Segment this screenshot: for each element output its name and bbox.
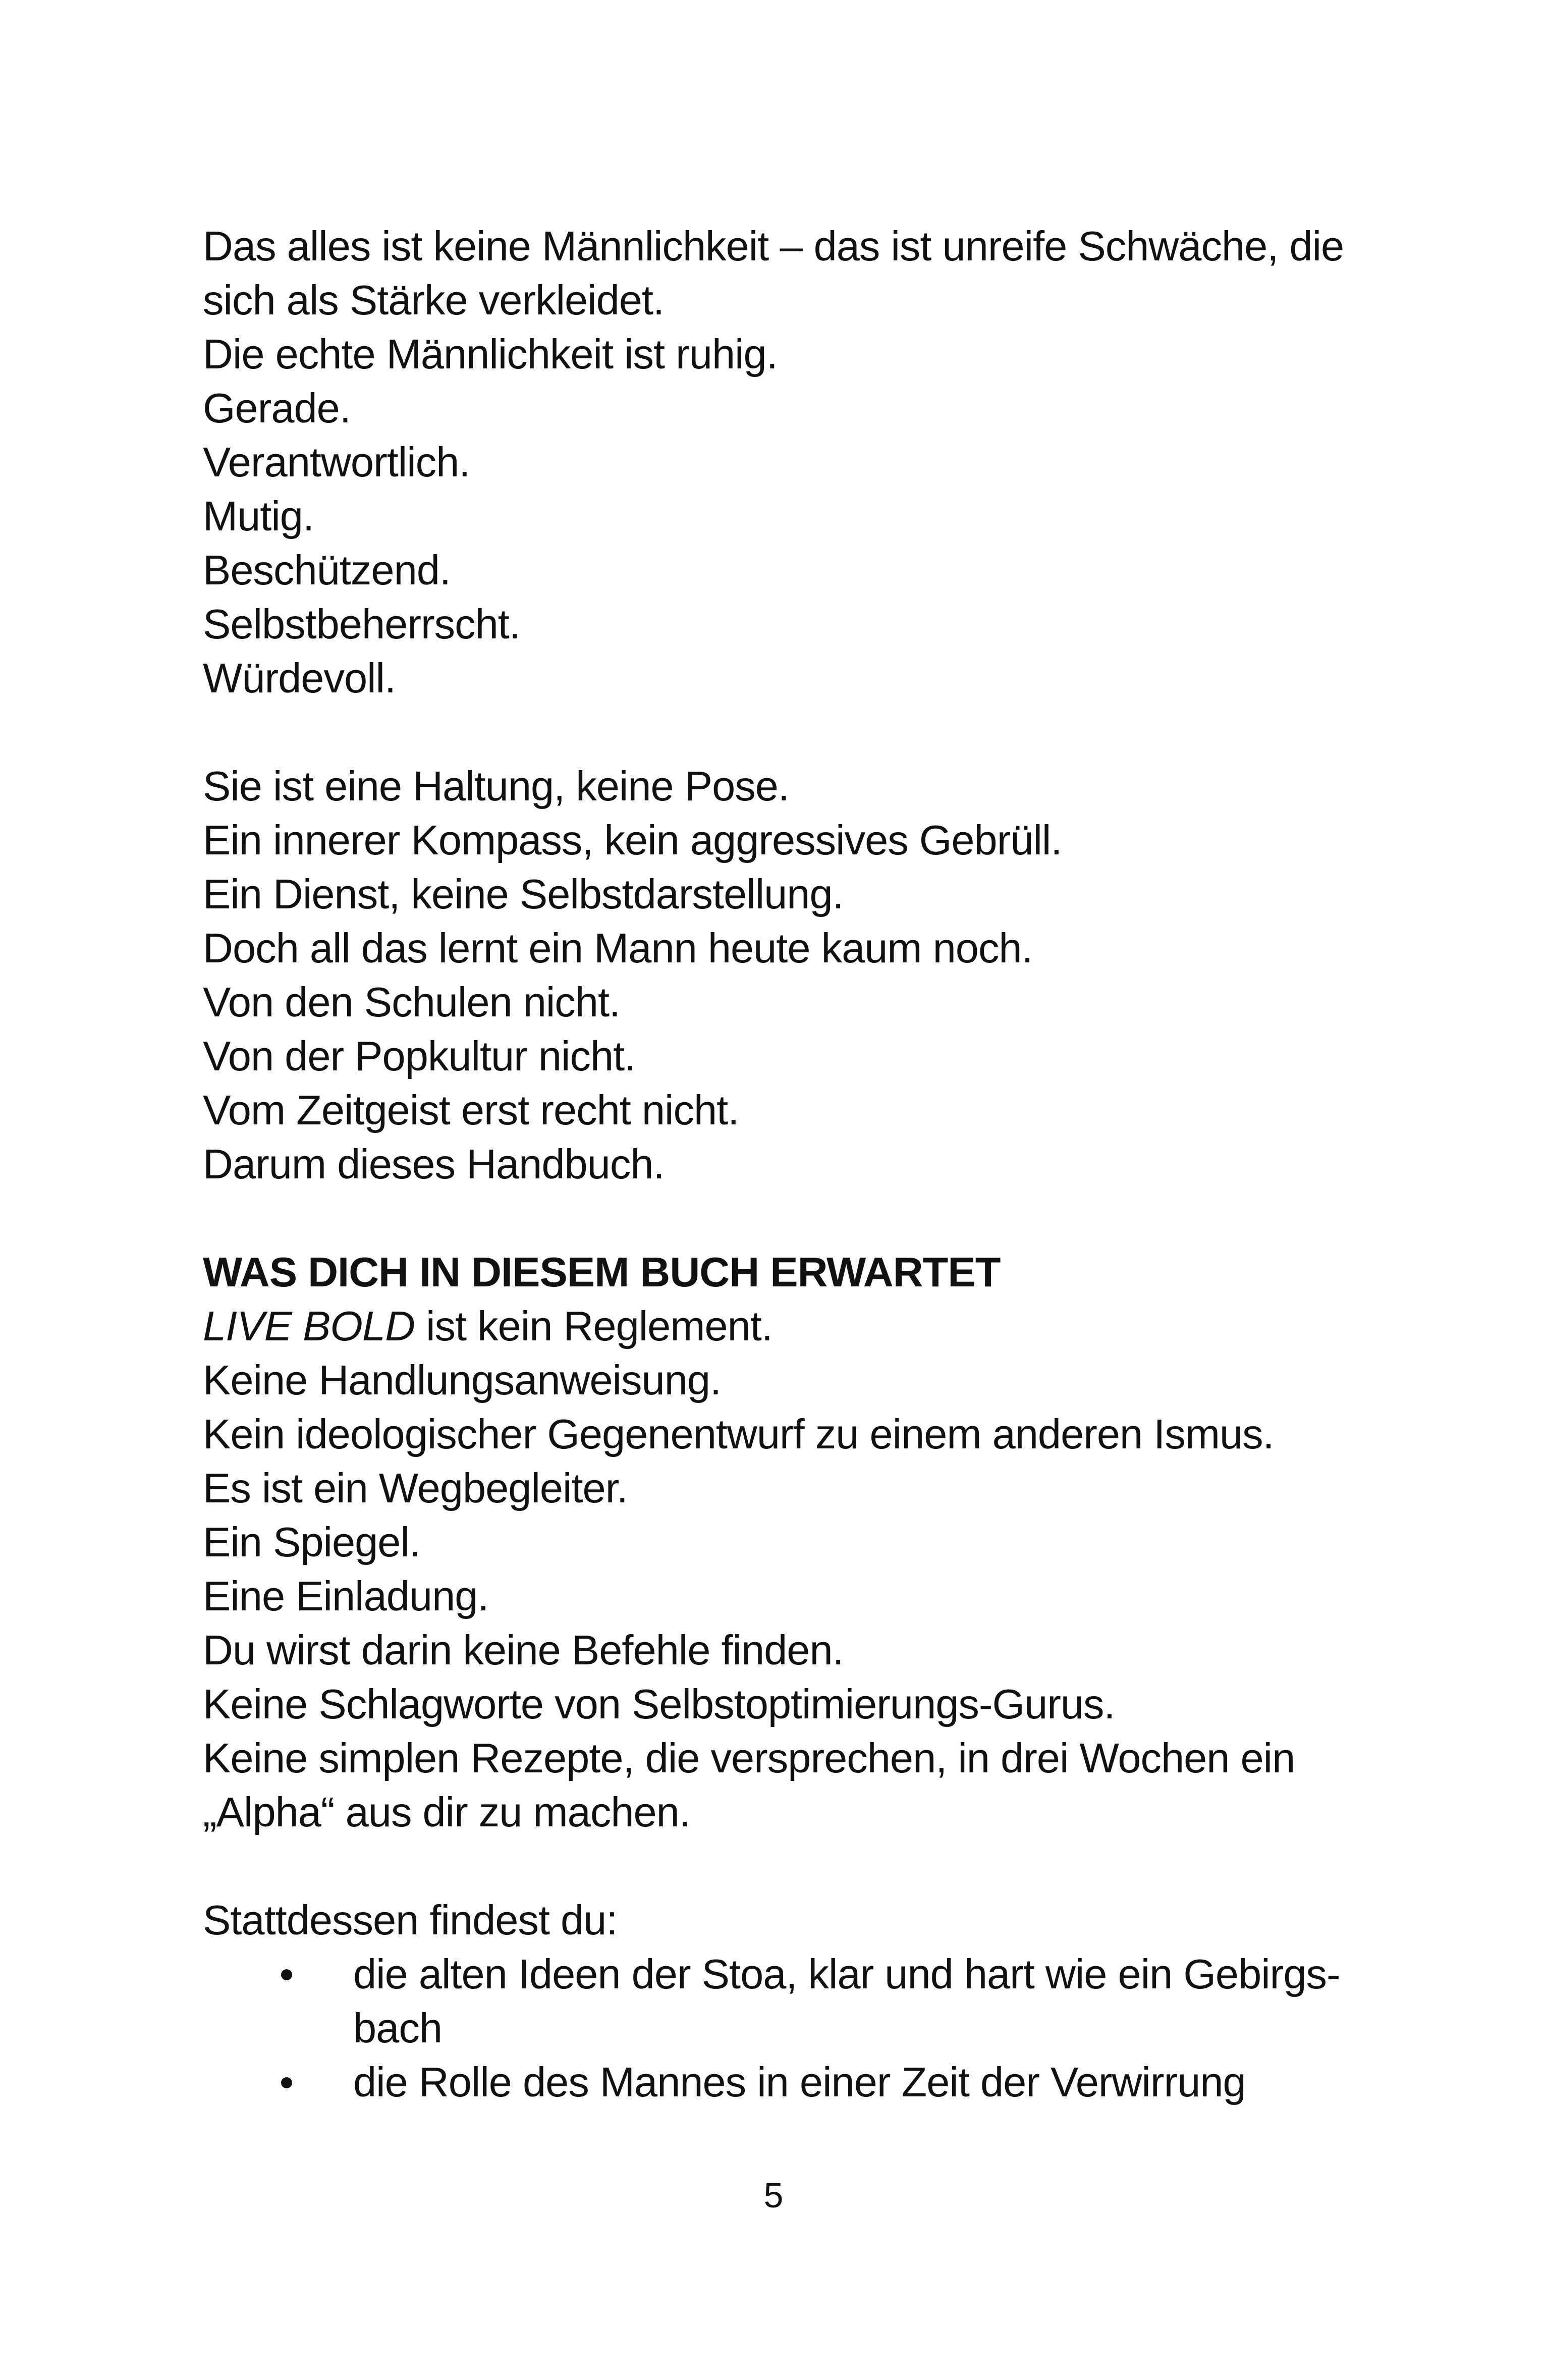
text-line: Ein innerer Kompass, kein aggressives Gebrüll. xyxy=(203,817,1062,863)
text-line: Vom Zeitgeist erst recht nicht. xyxy=(203,1087,739,1133)
text-line: Keine Schlagworte von Selbstoptimierungs-Gurus. xyxy=(203,1681,1115,1727)
text-line: Keine Handlungsanweisung. xyxy=(203,1357,722,1403)
bullet-icon xyxy=(281,1969,292,1980)
text-line xyxy=(203,1299,1363,1353)
text-line: Doch all das lernt ein Mann heute kaum noch. xyxy=(203,925,1033,971)
list-item-text: die alten Ideen der Stoa, klar und hart wie ein Gebirgs- xyxy=(353,1951,1340,1997)
text-line: Darum dieses Handbuch. xyxy=(203,1141,665,1187)
text-line: Ein Dienst, keine Selbstdarstellung. xyxy=(203,871,844,917)
section-instead xyxy=(203,1893,1363,2109)
paragraph-spacer xyxy=(203,1839,1363,1893)
text-line: Von den Schulen nicht. xyxy=(203,979,621,1025)
text-line: Selbstbeherrscht. xyxy=(203,601,520,647)
text-line: Keine simplen Rezepte, die versprechen, in drei Wochen ein xyxy=(203,1735,1295,1781)
paragraph-spacer xyxy=(203,1191,1363,1245)
text-line: Mutig. xyxy=(203,493,314,539)
text-line: Sie ist eine Haltung, keine Pose. xyxy=(203,763,789,809)
text-line: Beschützend. xyxy=(203,547,451,593)
text-line: „Alpha“ aus dir zu machen. xyxy=(203,1789,690,1835)
list-intro: Stattdessen findest du: xyxy=(203,1897,618,1943)
text-line: Die echte Männlichkeit ist ruhig. xyxy=(203,331,778,377)
text-line: Von der Popkultur nicht. xyxy=(203,1033,636,1079)
text-line: Kein ideologischer Gegenentwurf zu einem anderen Ismus. xyxy=(203,1411,1274,1457)
text-line: Würdevoll. xyxy=(203,655,396,701)
text-line: Du wirst darin keine Befehle finden. xyxy=(203,1627,844,1673)
list-item-text: bach xyxy=(353,2005,442,2051)
section-heading: WAS DICH IN DIESEM BUCH ERWARTET xyxy=(203,1249,1001,1295)
page-body xyxy=(203,219,1363,2109)
list-item xyxy=(203,2055,1363,2109)
text-fragment: ist kein Reglement. xyxy=(415,1303,772,1349)
paragraph-masculinity xyxy=(203,219,1363,705)
paragraph-attitude xyxy=(203,759,1363,1191)
page-number: 5 xyxy=(763,2176,784,2215)
text-line: Ein Spiegel. xyxy=(203,1519,420,1565)
text-line: Gerade. xyxy=(203,385,351,431)
list-item xyxy=(203,1947,1363,2055)
text-line: Verantwortlich. xyxy=(203,439,470,485)
bullet-icon xyxy=(281,2077,292,2088)
section-what-to-expect xyxy=(203,1245,1363,1839)
text-line: Das alles ist keine Männlichkeit – das ist unreife Schwäche, die xyxy=(203,223,1344,269)
paragraph-spacer xyxy=(203,705,1363,759)
text-line: Eine Einladung. xyxy=(203,1573,489,1619)
list-item-text: die Rolle des Mannes in einer Zeit der Verwirrung xyxy=(353,2059,1246,2105)
text-line: sich als Stärke verkleidet. xyxy=(203,277,665,323)
bullet-list xyxy=(203,1947,1363,2109)
text-line: Es ist ein Wegbegleiter. xyxy=(203,1465,628,1511)
book-title: LIVE BOLD xyxy=(203,1303,415,1349)
